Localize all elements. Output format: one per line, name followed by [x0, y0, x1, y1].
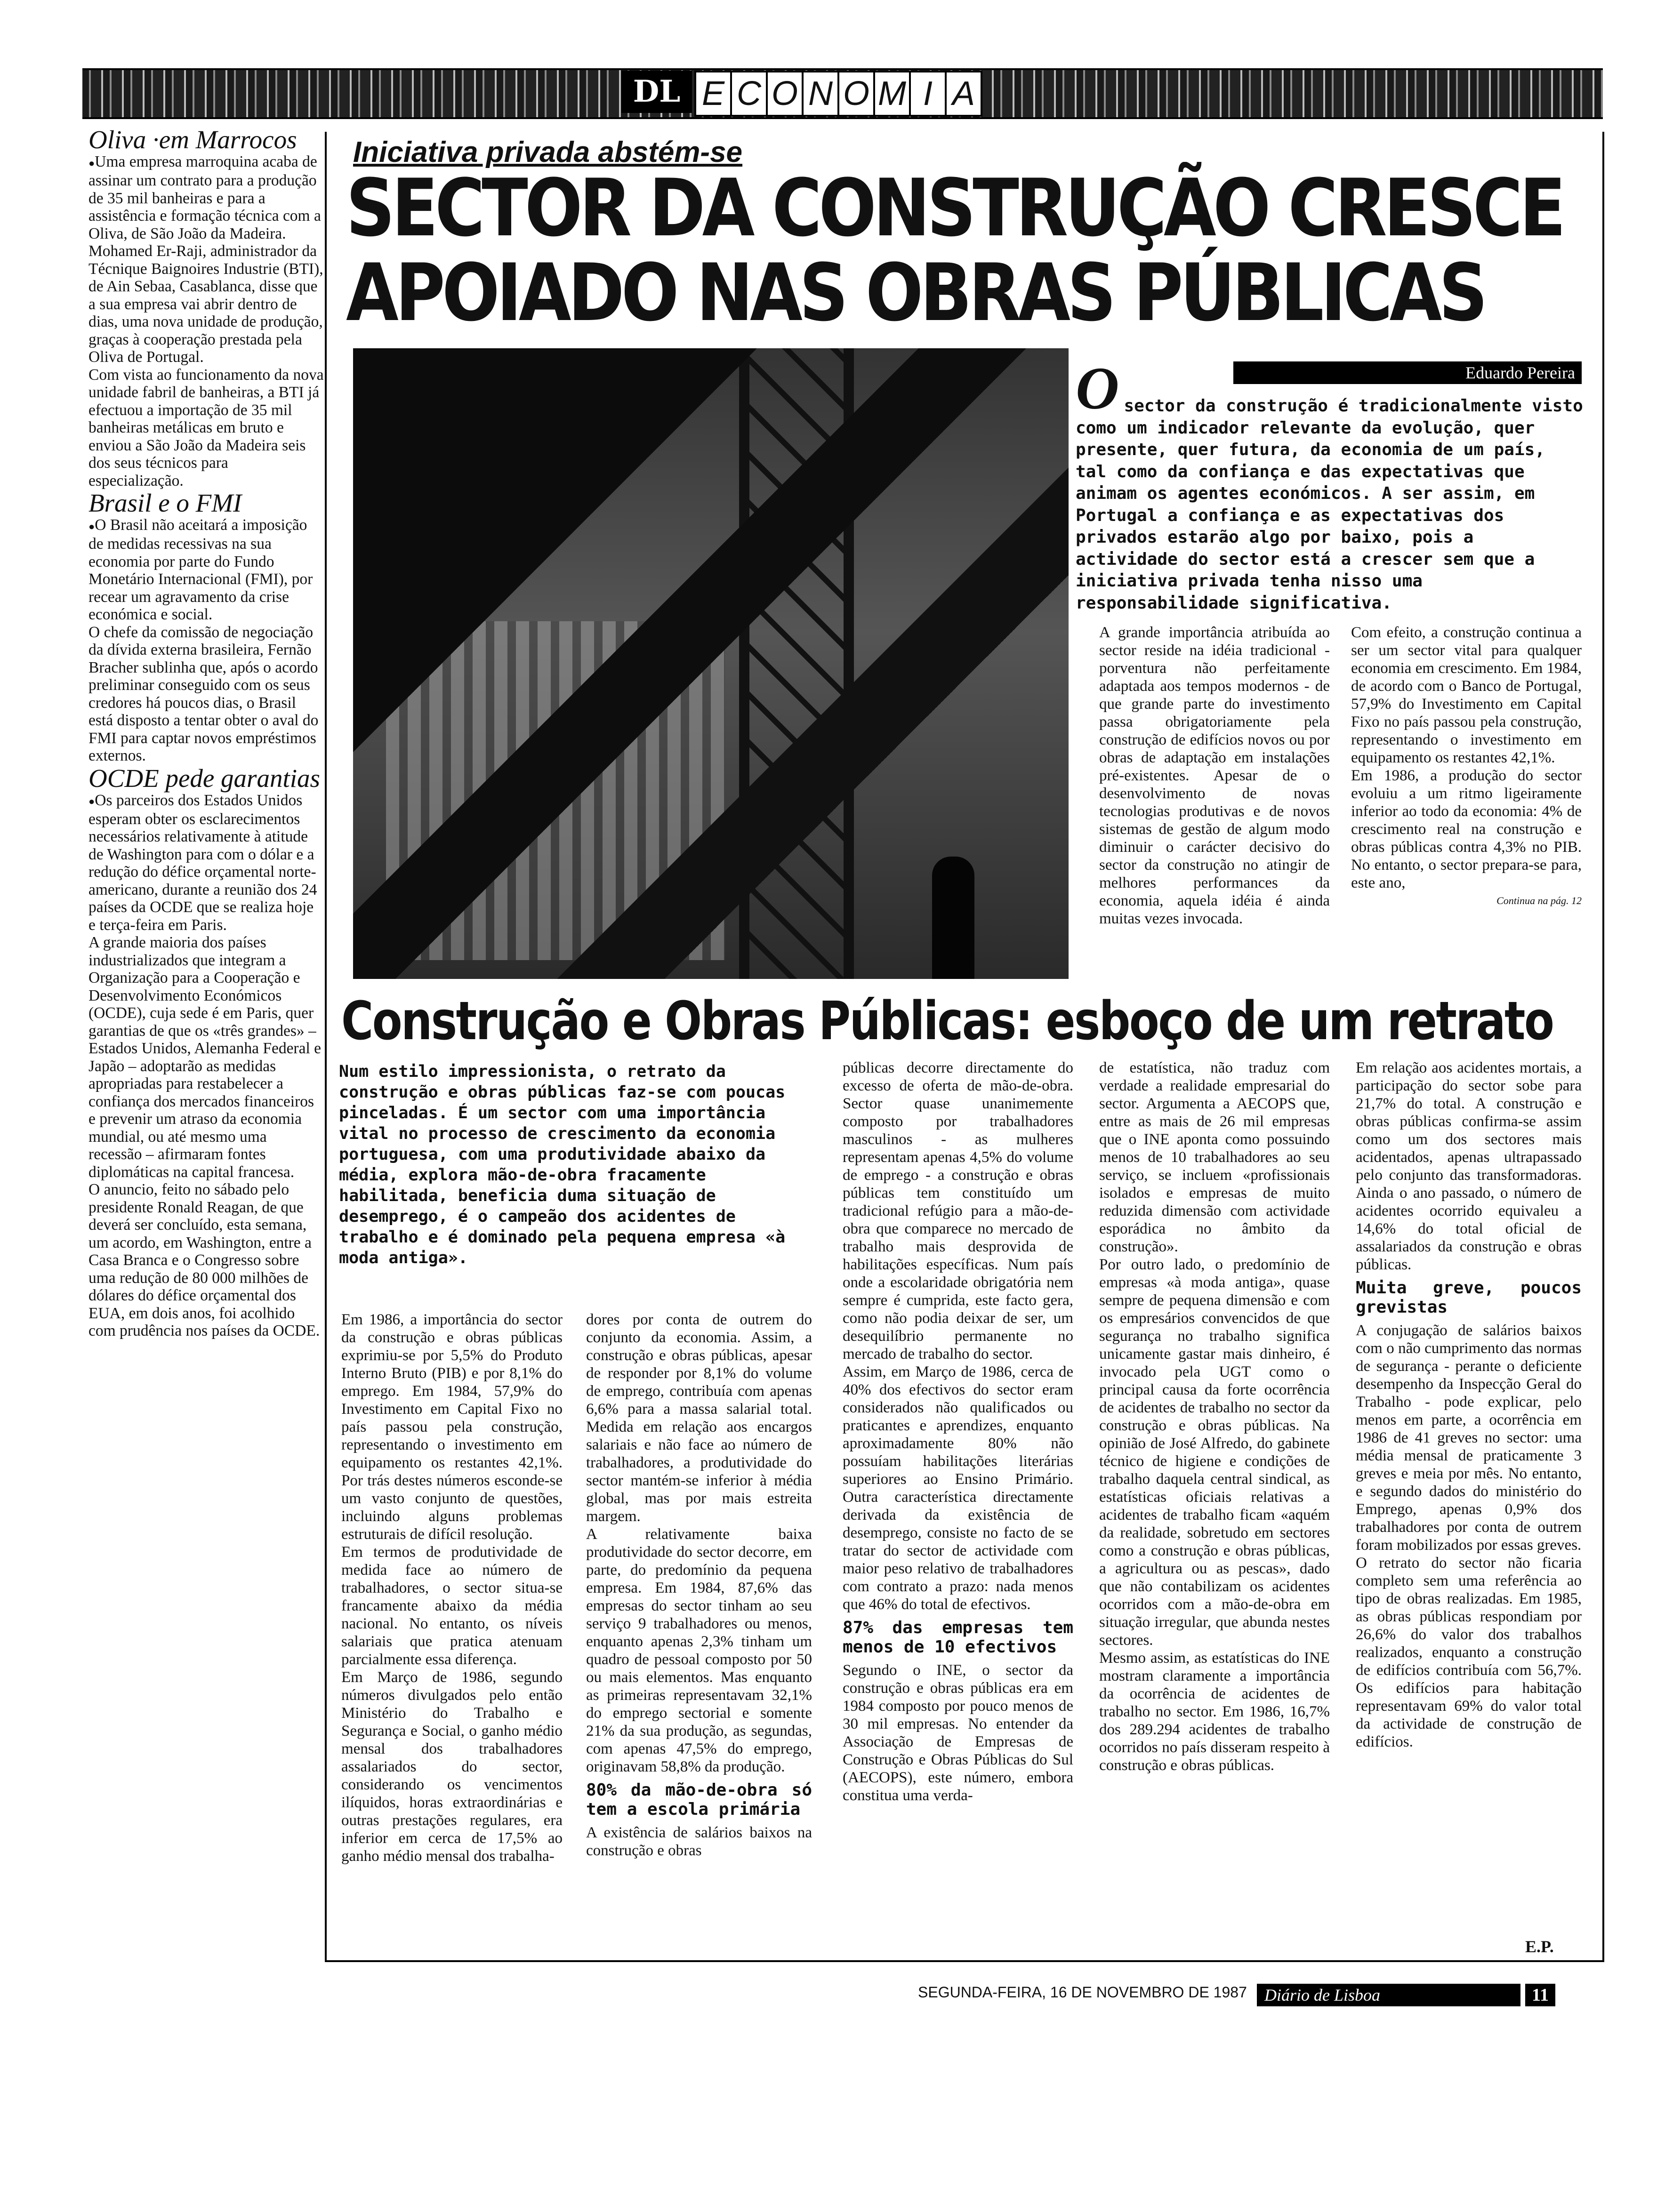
construction-photo — [353, 348, 1069, 979]
brief-title: Oliva ·em Marrocos — [88, 125, 297, 154]
article2-column-1 — [341, 1311, 563, 1865]
paragraph: O retrato do sector não ficaria completo sem uma referência ao tipo de obras realizadas. Em 1985, as obras públicas respondiam por 26,6% do valor dos trabalhos realizados, enquanto a construção de edifícios contribuía com 56,7%. Os edifícios para habitação representavam 69% do valor total da actividade de construção de edifícios. — [1356, 1555, 1582, 1750]
continued-note: Continua na pág. 12 — [1496, 895, 1582, 906]
article2-intro: Num estilo impressionista, o retrato da construção e obras públicas faz-se com poucas pinceladas. É um sector com uma importância vital no processo de crescimento da economia portuguesa, com uma produtividade abaixo da média, explora mão-de-obra fracamente habilitada, beneficia duma situação de desemprego, é o campeão dos acidentes de trabalho e é dominado pela pequena empresa «à moda antiga». — [339, 1062, 786, 1267]
section-letter: I — [911, 72, 947, 115]
paragraph: A conjugação de salários baixos com o não cumprimento das normas de segurança - perante o deficiente desempenho da Inspecção Geral do Trabalho - pode explicar, pelo menos em parte, a ocorrência em 1986 de 41 greves no sector: uma média mensal de praticamente 3 greves e meia por mês. No entanto, e segundo dados do ministério do Emprego, apenas 0,9% dos trabalhadores por conta de outrem foram mobilizados por essas greves. — [1356, 1322, 1582, 1554]
paragraph: Segundo o INE, o sector da construção e obras públicas era em 1984 composto por pouco menos de 30 mil empresas. No entender da Associação de Empresas de Construção e Obras Públicas do Sul (AECOPS), este número, embora constitua uma verda- — [843, 1662, 1073, 1804]
article2-column-4 — [1099, 1059, 1330, 1774]
subheading: Muita greve, poucos grevistas — [1356, 1278, 1582, 1317]
brief-text: ● O Brasil não aceitará a imposição de medidas recessivas na sua economia por parte do Fundo Monetário Internacional (FMI), por recear um agravamento da crise económica e social. — [88, 516, 324, 624]
drop-cap: O — [1076, 355, 1119, 422]
brief-text: O anuncio, feito no sábado pelo presidente Ronald Reagan, de que deverá ser concluído, esta semana, um acordo, em Washington, entre a Casa Branca e o Congresso sobre uma redução de 80 000 milhões de dólares do défice orçamental dos EUA, em dois anos, foi acolhido com prudência nos países da OCDE. — [88, 1181, 320, 1340]
lead-paragraph — [1076, 355, 1584, 614]
paragraph: Em 1986, a importância do sector da construção e obras públicas exprimiu-se por 5,5% do Produto Interno Bruto (PIB) e por 8,1% do emprego. Em 1984, 57,9% do Investimento em Capital Fixo no país passou pela construção, representando o investimento em equipamento os restantes 42,1%. Por trás destes números esconde-se um vasto conjunto de questões, incluindo alguns problemas estruturais de difícil resolução. — [341, 1311, 563, 1543]
paragraph: Em Março de 1986, segundo números divulgados pelo então Ministério do Trabalho e Segurança e Social, o ganho médio mensal dos trabalhadores assalariados do sector, considerando os vencimentos ilíquidos, horas extraordinárias e outras prestações regulares, era inferior em cerca de 17,5% ao ganho médio mensal dos trabalha- — [341, 1669, 563, 1865]
brief-title: OCDE pede garantias — [88, 763, 320, 793]
brief-text: ● Os parceiros dos Estados Unidos esperam obter os esclarecimentos necessários relativamente à atitude de Washington para com o dólar e a redução do défice orçamental norte-americano, durante a reunião dos 24 países da OCDE que se realiza hoje e terça-feira em Paris. — [88, 792, 324, 934]
paragraph: Em 1986, a produção do sector evoluiu a um ritmo ligeiramente inferior ao todo da economia: 4% de crescimento real na construção e obras públicas contra 4,3% no PIB. No entanto, o sector prepara-se para, este ano, — [1351, 767, 1582, 891]
brief-title: Brasil e o FMI — [88, 489, 242, 518]
section-letter: A — [952, 75, 975, 112]
paragraph: Por outro lado, o predomínio de empresas «à moda antiga», quase sempre de pequena dimensão e com os empresários convencidos de que segurança no trabalho significa unicamente gastar mais dinheiro, é invocado pela UGT como o principal causa da forte ocorrência de acidentes de trabalho no sector da construção e obras públicas. Na opinião de José Alfredo, do gabinete técnico de higiene e condições de trabalho daquela central sindical, as estatísticas oficiais relativas a acidentes de trabalho ficam «aquém da realidade, sobretudo em sectores como a construção e obras públicas, a agricultura ou as pescas», dado que não contabilizam os acidentes ocorridos com a mão-de-obra em situação irregular, que abunda nestes sectores. — [1099, 1256, 1330, 1649]
article2-column-2 — [586, 1311, 812, 1859]
byline: Eduardo Pereira — [1233, 361, 1582, 384]
paragraph: A grande importância atribuída ao sector reside na idéia tradicional - porventura não perfeitamente adaptada aos tempos modernos - de que grande parte do investimento passa obrigatoriamente pela construção de edifícios novos ou por obras de adaptação em instalações pré-existentes. Apesar de o desenvolvimento de novas tecnologias produtivas e de novos sistemas de gestão de algum modo diminuir o carácter decisivo do sector da construção no atingir de melhores performances da economia, aquela idéia é ainda muitas vezes invocada. — [1099, 624, 1330, 927]
article2-column-5 — [1356, 1059, 1582, 1751]
paragraph: A existência de salários baixos na construção e obras — [586, 1824, 812, 1859]
author-initials: E.P. — [1525, 1937, 1554, 1956]
paragraph: de estatística, não traduz com verdade a realidade empresarial do sector. Argumenta a AECOPS que, entre as mais de 26 mil empresas que o INE aponta como possuindo menos de 10 trabalhadores ao seu serviço, se incluem «profissionais isolados e empresas de muito reduzida dimensão com actividade esporádica no âmbito da construção». — [1099, 1059, 1330, 1255]
paragraph: A relativamente baixa produtividade do sector decorre, em parte, do predomínio da pequena empresa. Em 1984, 87,6% das empresas do sector tinham ao seu serviço 9 trabalhadores ou menos, enquanto apenas 2,3% tinham um quadro de pessoal composto por 50 ou mais elementos. Mas enquanto as primeiras representavam 32,1% do emprego sectorial e somente 21% da sua produção, as segundas, com apenas 47,5% do emprego, originavam 58,8% da produção. — [586, 1526, 812, 1775]
page-footer — [918, 1984, 1577, 2006]
headline-line-2: APOIADO NAS OBRAS PÚBLICAS — [346, 247, 1485, 339]
subheading: 80% da mão-de-obra só tem a escola primária — [586, 1780, 812, 1819]
subheading: 87% das empresas tem menos de 10 efectivos — [843, 1618, 1073, 1657]
brief-text: A grande maioria dos países industrializados que integram a Organização para a Cooperação e Desenvolvimento Económicos (OCDE), cuja sede é em Paris, quer garantias de que os «três grandes» – Estados Unidos, Alemanha Federal e Japão – adoptarão as medidas apropriadas para restabelecer a confiança dos mercados financeiros e prevenir um atraso da economia mundial, ou até mesmo uma recessão – afirmaram fontes diplomáticas na capital francesa. — [88, 934, 322, 1181]
section-letter: O — [768, 72, 804, 115]
article1-column-1 — [1099, 624, 1330, 928]
page-number: 11 — [1525, 1984, 1555, 2006]
lead-text: sector da construção é tradicionalmente visto como um indicador relevante da evolução, quer presente, quer futura, da economia de um país, tal como da confiança e das expectativas que animam os agentes económicos. A ser assim, em Portugal a confiança e as expectativas dos privados estarão algo por baixo, pois a actividade do sector está a crescer sem que a iniciativa privada tenha nisso uma responsabilidade significativa. — [1076, 396, 1583, 613]
section-letter: M — [875, 72, 911, 115]
paragraph: Assim, em Março de 1986, cerca de 40% dos efectivos do sector eram considerados não qualificados ou praticantes e aprendizes, enquanto aproximadamente 80% não possuíam habilitações literárias superiores ao Ensino Primário. Outra característica directamente derivada da existência de desemprego, consiste no facto de se tratar do sector de actividade com maior peso relativo de trabalhadores com contrato a prazo: nada menos que 46% do total de efectivos. — [843, 1363, 1073, 1613]
brief-text: O chefe da comissão de negociação da dívida externa brasileira, Fernão Bracher sublinha que, após o acordo preliminar conseguido com os seus credores há poucos dias, o Brasil está disposto a tentar obter o aval do FMI para captar novos empréstimos externos. — [88, 623, 319, 765]
section-letter: O — [839, 72, 875, 115]
news-briefs-sidebar — [88, 126, 324, 1340]
section-letter: N — [804, 72, 839, 115]
article2-column-3 — [843, 1059, 1073, 1804]
section-title — [694, 71, 982, 117]
article-kicker: Iniciativa privada abstém-se — [353, 136, 743, 168]
headline-line-1: SECTOR DA CONSTRUÇÃO CRESCE — [346, 162, 1563, 254]
newspaper-name: Diário de Lisboa — [1257, 1984, 1520, 2006]
section-letter: C — [732, 72, 768, 115]
worker-silhouette — [932, 857, 974, 979]
article1-column-2 — [1351, 624, 1582, 910]
paragraph: públicas decorre directamente do excesso de oferta de mão-de-obra. Sector quase unanimemente composto por trabalhadores masculinos - as mulheres representam apenas 4,5% do volume de emprego - a construção e obras públicas tem constituído um tradicional refúgio para a mão-de-obra que comparece no mercado de trabalho mais desprovida de habilitações específicas. Num país onde a escolaridade obrigatória nem sempre é cumprida, este facto gera, como não podia deixar de ser, um desequilíbrio permanente no mercado de trabalho do sector. — [843, 1059, 1073, 1362]
paragraph: Em relação aos acidentes mortais, a participação do sector sobe para 21,7% do total. A construção e obras públicas confirma-se assim como um dos sectores mais acidentados, apenas ultrapassado pelo conjunto das transformadoras. Ainda o ano passado, o número de acidentes ocorrido equivaleu a 14,6% do total oficial de assalariados da construção e obras públicas. — [1356, 1059, 1582, 1273]
section-letter: E — [696, 72, 732, 115]
paragraph: Mesmo assim, as estatísticas do INE mostram claramente a importância da ocorrência de acidentes de trabalho no sector. Em 1986, 16,7% dos 289.294 acidentes de trabalho ocorridos no país disseram respeito à construção e obras públicas. — [1099, 1650, 1330, 1774]
brief-text: ● Uma empresa marroquina acaba de assinar um contrato para a produção de 35 mil banheiras e para a assistência e formação técnica com a Oliva, de São João da Madeira. — [88, 153, 324, 242]
paragraph: Com efeito, a construção continua a ser um sector vital para qualquer economia em crescimento. Em 1984, de acordo com o Banco de Portugal, 57,9% do Investimento em Capital Fixo no país passou pela construção, representando o investimento em equipamento os restantes 42,1%. — [1351, 624, 1582, 766]
brief-text: Mohamed Er-Raji, administrador da Técnique Baignoires Industrie (BTI), de Ain Sebaa, Casablanca, disse que a sua empresa vai abrir dentro de dias, uma nova unidade de produção, graças à cooperação prestada pela Oliva de Portugal. — [88, 242, 323, 366]
paragraph: dores por conta de outrem do conjunto da economia. Assim, a construção e obras públicas, apesar de responder por 8,1% do volume de emprego, contribuía com apenas 6,6% para a massa salarial total. Medida em relação aos encargos salariais e não face ao número de trabalhadores, a produtividade do sector mantém-se inferior à média global, mas por mais estreita margem. — [586, 1311, 812, 1525]
brief-text: Com vista ao funcionamento da nova unidade fabril de banheiras, a BTI já efectuou a importação de 35 mil banheiras metálicas em bruto e enviou a São João da Madeira seis dos seus técnicos para especialização. — [88, 366, 324, 489]
paragraph: Em termos de produtividade de medida face ao número de trabalhadores, o sector situa-se francamente abaixo da média nacional. No entanto, os níveis salariais que pratica atenuam parcialmente essa diferença. — [341, 1544, 563, 1668]
article2-headline: Construção e Obras Públicas: esboço de um retrato — [341, 991, 1553, 1052]
issue-date: SEGUNDA-FEIRA, 16 DE NOVEMBRO DE 1987 — [918, 1984, 1247, 2001]
newspaper-logo: DL — [621, 71, 692, 113]
